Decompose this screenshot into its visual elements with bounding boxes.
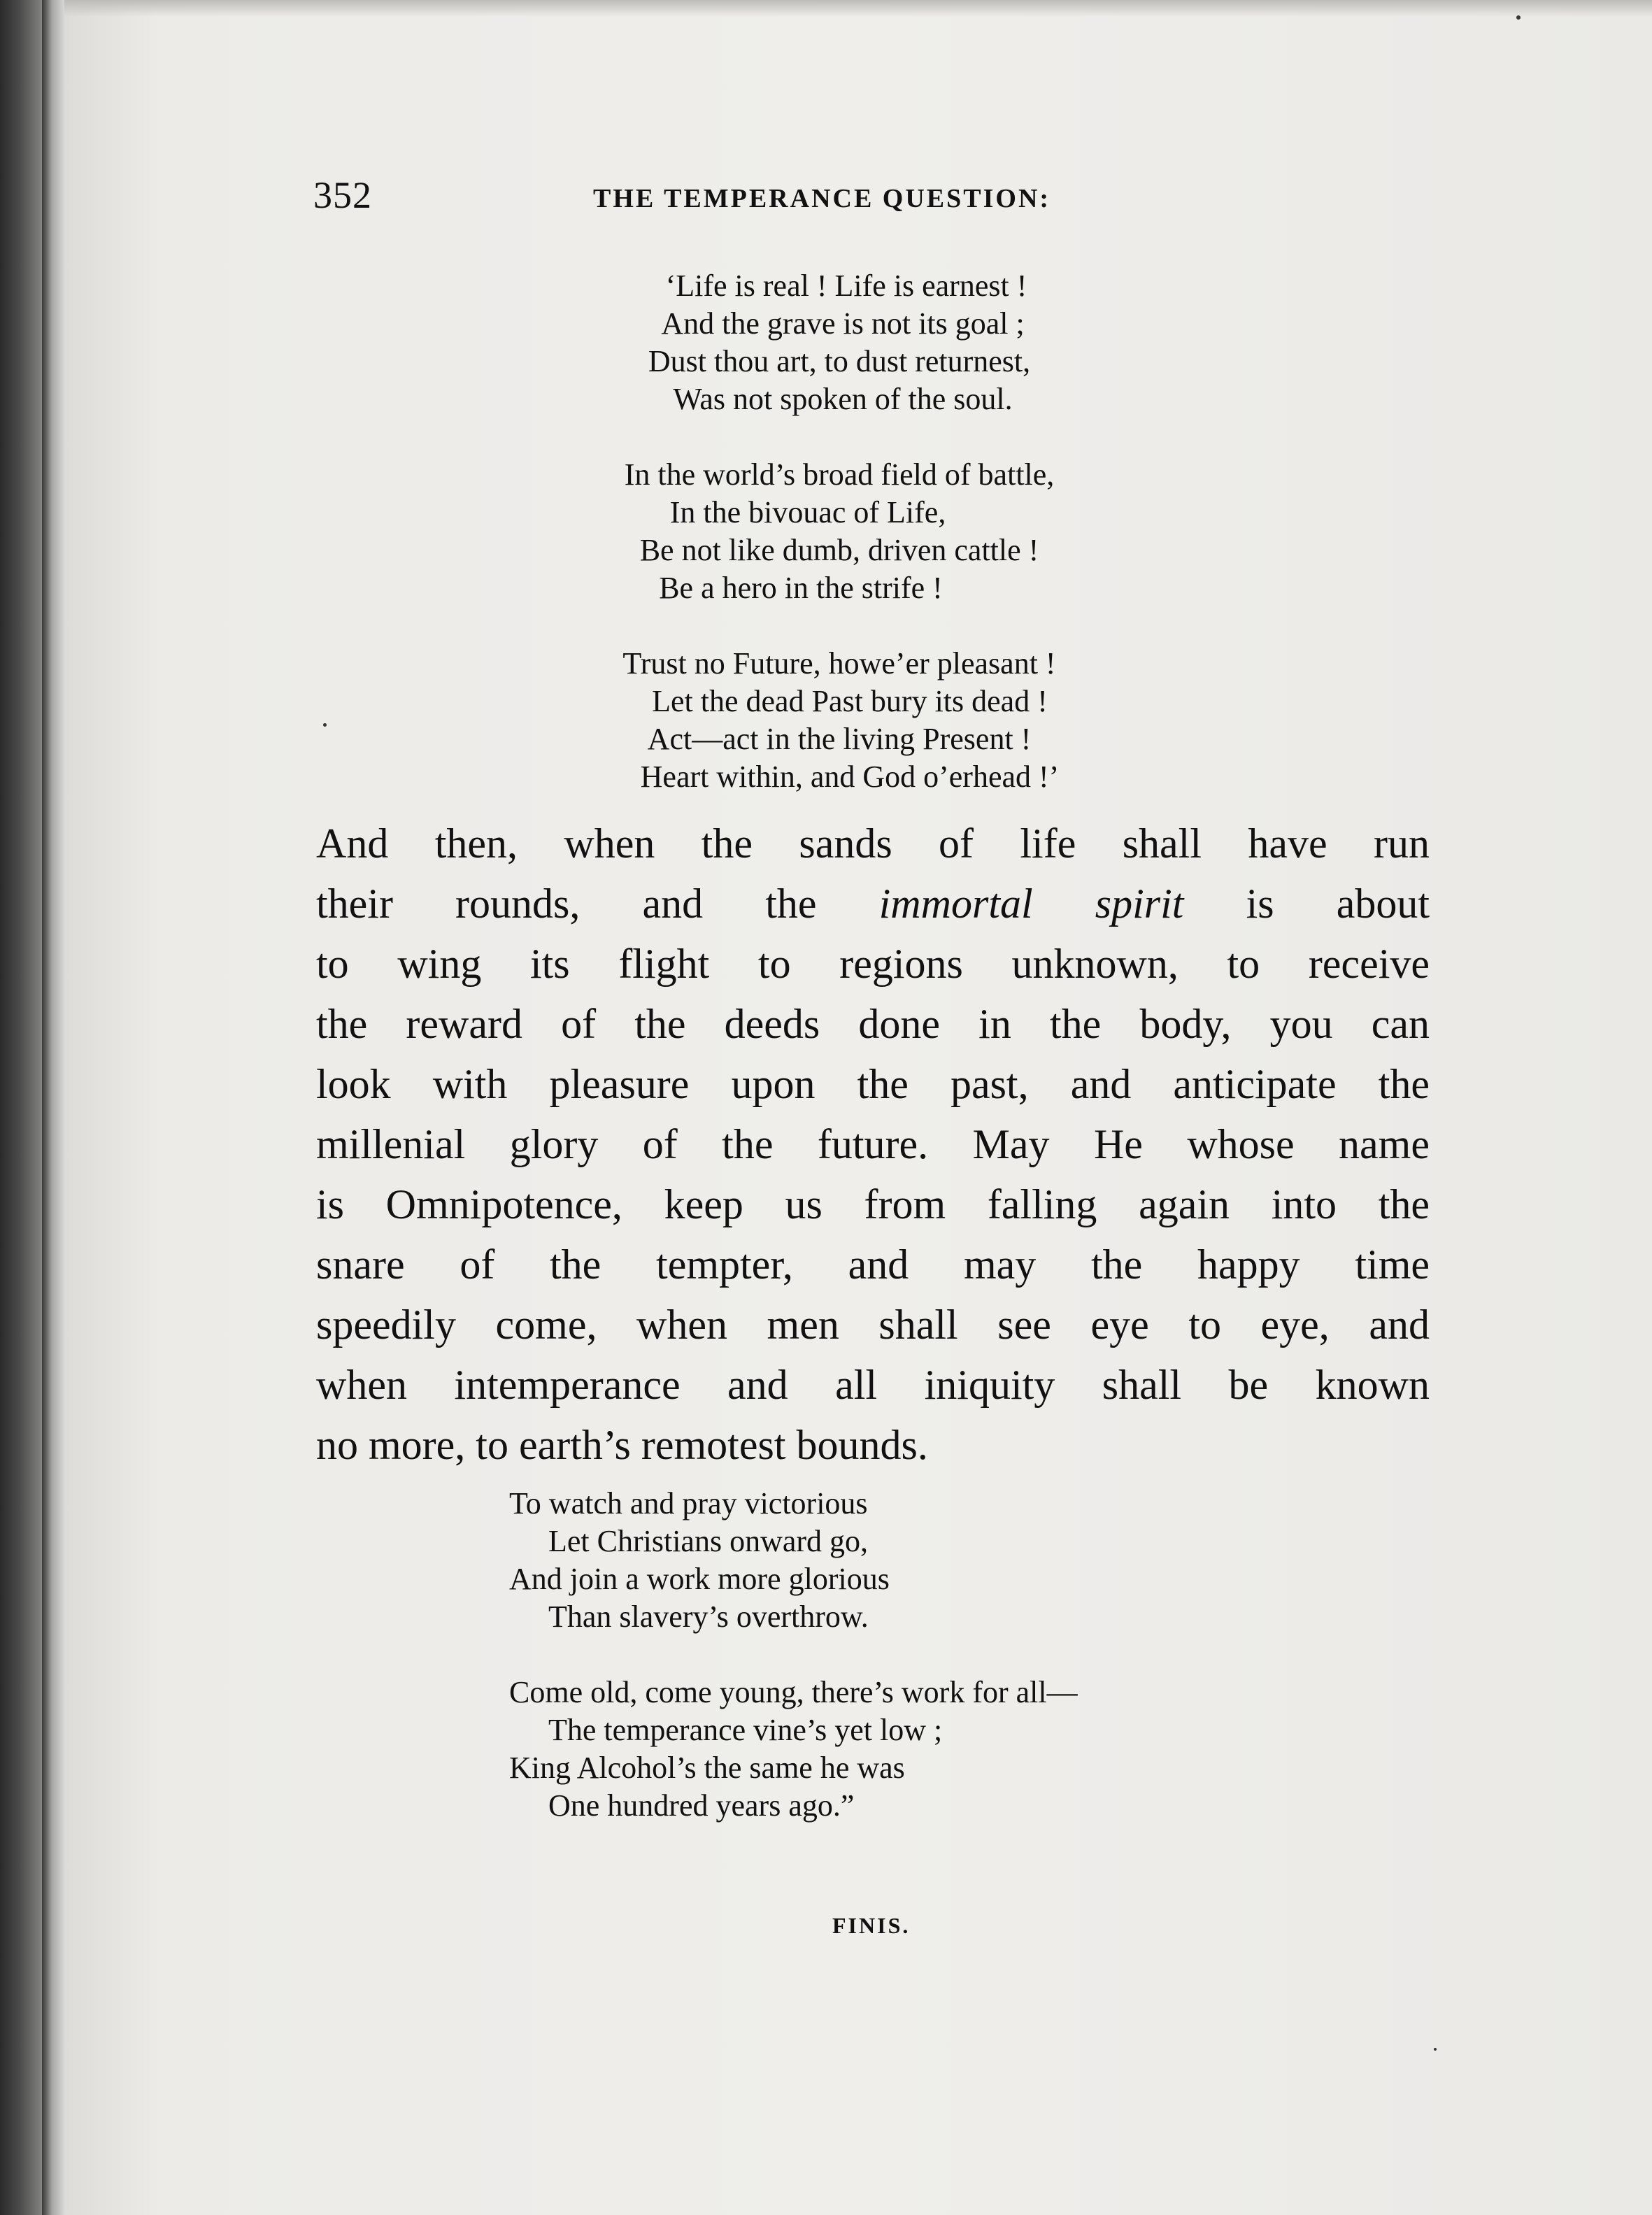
paragraph-text: their rounds, and the (316, 881, 817, 927)
paragraph-line: to wing its flight to regions unknown, to receive (316, 941, 1430, 987)
verse-line: Act—act in the living Present ! (647, 722, 1032, 756)
verse-line: In the world’s broad field of battle, (624, 457, 1055, 492)
poem-two-stanza-1 (490, 1485, 1119, 1636)
verse-line: And join a work more glorious (509, 1562, 890, 1596)
poem-one-stanza-3 (532, 645, 1147, 796)
verse-line: Let the dead Past bury its dead ! (652, 684, 1048, 718)
closing-paragraph (316, 813, 1430, 1475)
verse-line: And the grave is not its goal ; (661, 306, 1025, 341)
poem-one-stanza-2 (532, 456, 1147, 607)
paragraph-line: when intemperance and all iniquity shall be known (316, 1362, 1430, 1408)
paragraph-line: snare of the tempter, and may the happy time (316, 1241, 1430, 1288)
verse-line: To watch and pray victorious (509, 1486, 868, 1520)
paragraph-line: no more, to earth’s remotest bounds. (316, 1422, 928, 1468)
page-number: 352 (313, 174, 372, 216)
page-top-edge (64, 0, 1652, 17)
paragraph-line: is Omnipotence, keep us from falling again into the (316, 1181, 1430, 1227)
poem-one-stanza-1 (532, 267, 1147, 418)
paragraph-line: speedily come, when men shall see eye to eye, and (316, 1302, 1430, 1348)
verse-line: Let Christians onward go, (548, 1524, 869, 1558)
book-binding-shadow (0, 0, 64, 2215)
poem-one (532, 267, 1147, 796)
verse-line: Come old, come young, there’s work for all— (509, 1675, 1078, 1709)
verse-line: Dust thou art, to dust returnest, (648, 344, 1031, 378)
paragraph-line: millenial glory of the future. May He whose name (316, 1121, 1430, 1167)
paragraph-text: is about (1246, 881, 1430, 927)
ink-speck (1516, 15, 1521, 20)
paragraph-line: the reward of the deeds done in the body, you can (316, 1001, 1430, 1047)
verse-line: One hundred years ago.” (548, 1788, 855, 1823)
italic-phrase: immortal spirit (878, 881, 1184, 927)
binding-crease (42, 0, 52, 2215)
verse-line: Be a hero in the strife ! (659, 571, 943, 605)
verse-line: Be not like dumb, driven cattle ! (639, 533, 1039, 567)
verse-line: ‘Life is real ! Life is earnest ! (665, 269, 1027, 303)
paragraph-line: look with pleasure upon the past, and anticipate the (316, 1061, 1430, 1107)
ink-speck (1434, 2048, 1437, 2051)
verse-line: The temperance vine’s yet low ; (548, 1713, 943, 1747)
paragraph-line: And then, when the sands of life shall have run (316, 820, 1430, 867)
verse-line: In the bivouac of Life, (669, 495, 946, 529)
finis-mark: FINIS. (832, 1913, 911, 1938)
poem-two-stanza-2 (490, 1674, 1119, 1825)
poem-two (490, 1485, 1119, 1825)
ink-speck (323, 723, 327, 727)
verse-line: King Alcohol’s the same he was (509, 1751, 905, 1785)
page-header (313, 173, 1432, 229)
running-title: THE TEMPERANCE QUESTION: (593, 184, 1051, 213)
verse-line: Trust no Future, howe’er pleasant ! (622, 646, 1056, 681)
verse-line: Was not spoken of the soul. (673, 382, 1013, 416)
paragraph-line-with-italics (316, 874, 1430, 934)
verse-line: Than slavery’s overthrow. (548, 1600, 869, 1634)
verse-line: Heart within, and God o’erhead !’ (640, 760, 1060, 794)
